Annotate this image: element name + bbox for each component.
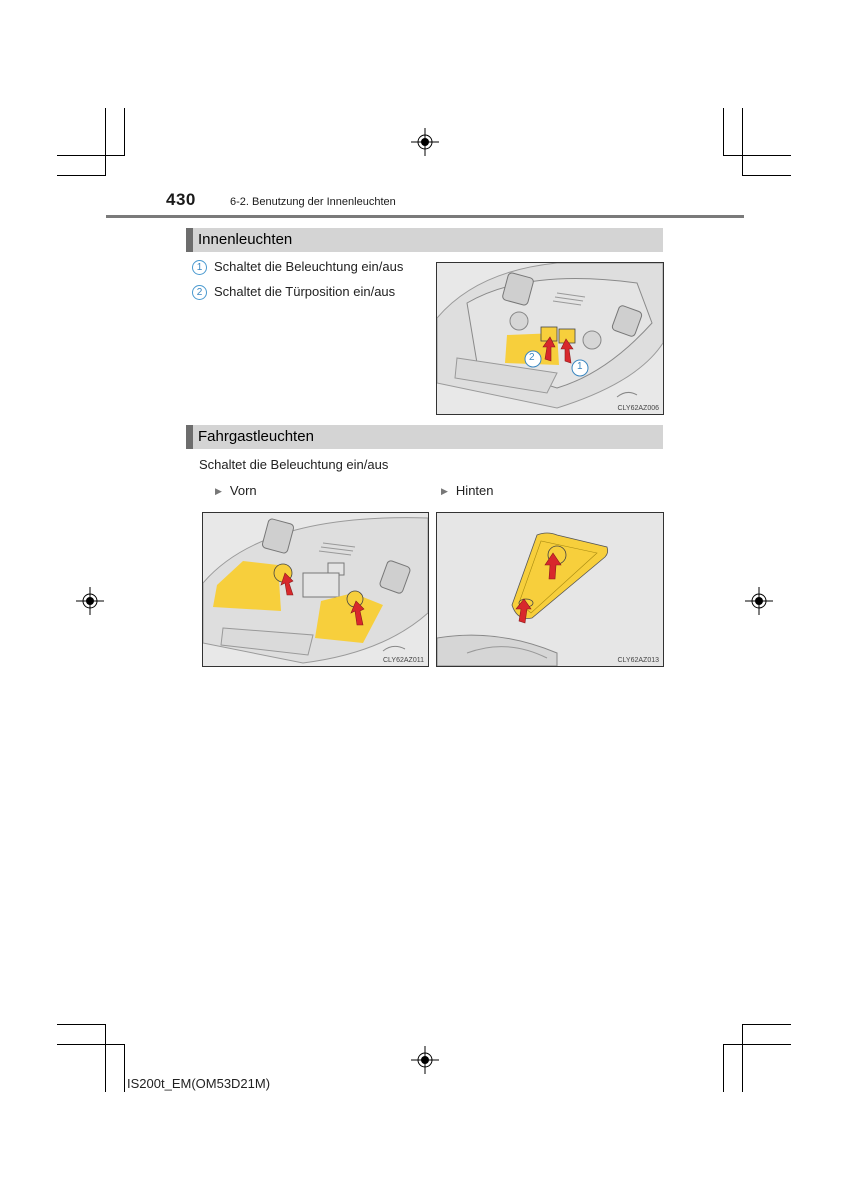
- bullet-triangle-icon: ▶: [441, 486, 448, 496]
- step-marker: 1: [192, 260, 207, 275]
- list-item: [192, 284, 395, 300]
- figure-callout: 2: [529, 352, 535, 363]
- section-heading-innenleuchten: [186, 228, 663, 252]
- column-label-text: Hinten: [455, 483, 494, 498]
- page-number: 430: [166, 190, 196, 209]
- registration-mark-icon: [76, 587, 104, 615]
- rear-ceiling-illustration: [437, 513, 663, 666]
- figure-code: CLY62AZ013: [617, 657, 659, 664]
- figure-code: CLY62AZ006: [617, 405, 659, 412]
- footer-model-code: IS200t_EM(OM53D21M): [127, 1076, 271, 1091]
- section-reference: 6-2. Benutzung der Innenleuchten: [230, 196, 396, 208]
- section-title: Fahrgastleuchten: [198, 428, 314, 445]
- front-console-illustration: [203, 513, 428, 666]
- column-label-rear: [441, 483, 494, 498]
- registration-mark-icon: [411, 1046, 439, 1074]
- figure-interior-lights: [436, 262, 664, 415]
- figure-code: CLY62AZ011: [383, 657, 424, 664]
- list-item: [192, 259, 403, 275]
- figure-rear-passenger-lights: [436, 512, 664, 667]
- section-description: Schaltet die Beleuchtung ein/aus: [199, 457, 389, 472]
- registration-mark-icon: [745, 587, 773, 615]
- column-label-front: [215, 483, 257, 498]
- list-item-text: Schaltet die Beleuchtung ein/aus: [214, 259, 404, 274]
- column-label-text: Vorn: [229, 483, 257, 498]
- section-heading-fahrgastleuchten: [186, 425, 663, 449]
- step-marker: 2: [192, 285, 207, 300]
- header-divider: [106, 215, 744, 218]
- figure-callout: 1: [577, 361, 583, 372]
- section-title: Innenleuchten: [198, 231, 293, 248]
- registration-mark-icon: [411, 128, 439, 156]
- figure-front-passenger-lights: [202, 512, 429, 667]
- list-item-text: Schaltet die Türposition ein/aus: [214, 284, 396, 299]
- overhead-console-illustration: [437, 263, 663, 414]
- bullet-triangle-icon: ▶: [215, 486, 222, 496]
